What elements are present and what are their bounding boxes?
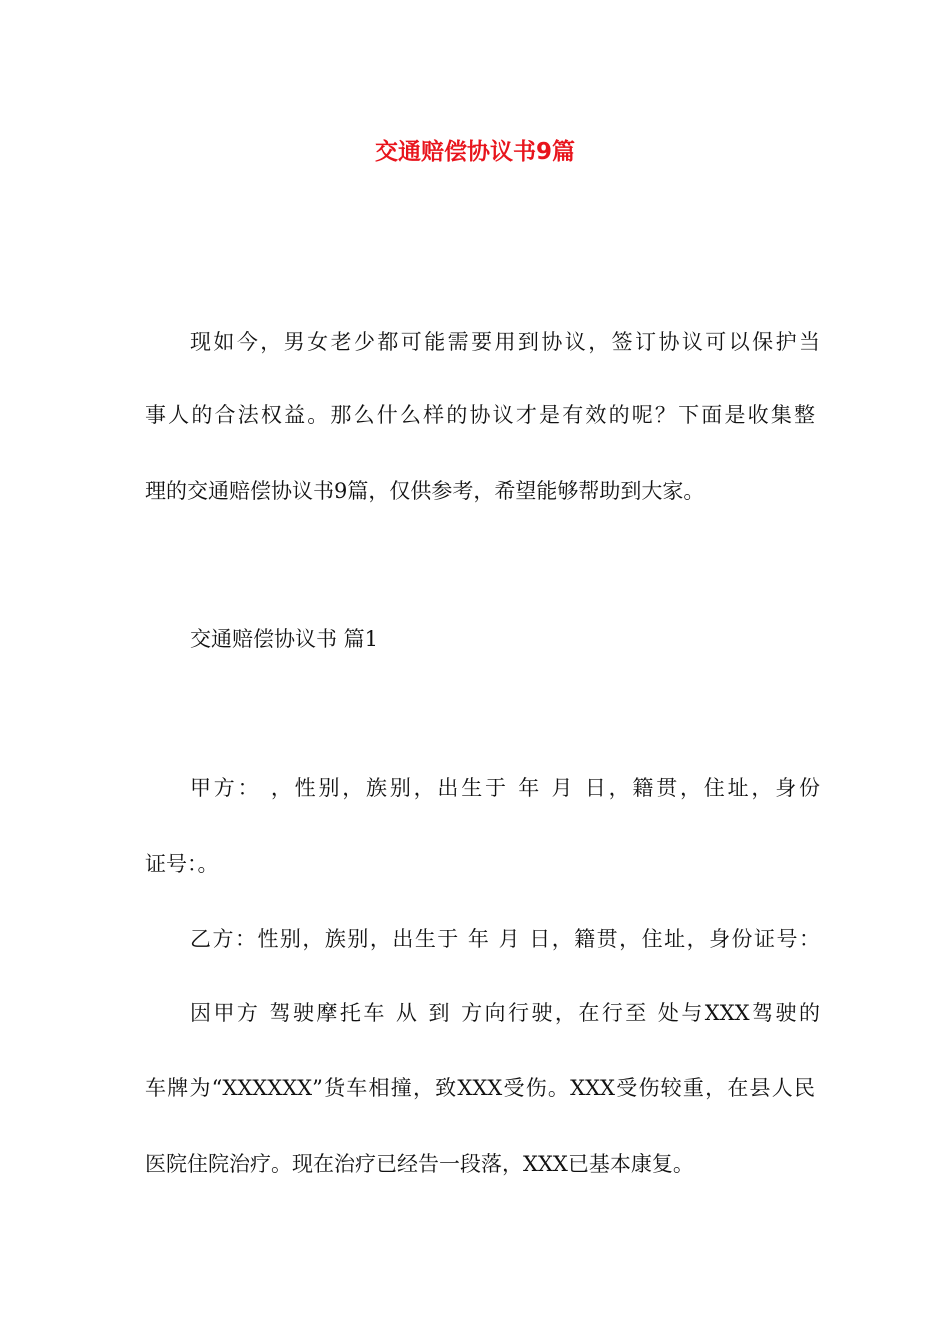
- incident-line-1: 因甲方 驾驶摩托车 从 到 方向行驶，在行至 处与XXX驾驶的: [190, 1001, 820, 1025]
- section-heading: 交通赔偿协议书 篇1: [190, 627, 379, 651]
- party-b-line: 乙方：性别，族别，出生于 年 月 日，籍贯，住址，身份证号：: [190, 927, 820, 951]
- document-title: 交通赔偿协议书9篇: [374, 139, 575, 165]
- incident-line-2: 车牌为“XXXXXX”货车相撞，致XXX受伤。XXX受伤较重，在县人民: [145, 1076, 815, 1100]
- intro-line-1: 现如今，男女老少都可能需要用到协议，签订协议可以保护当: [190, 330, 820, 354]
- party-a-line-2: 证号：。: [145, 852, 219, 876]
- party-a-line-1: 甲方： ，性别，族别，出生于 年 月 日，籍贯，住址，身份: [190, 776, 820, 800]
- incident-line-3: 医院住院治疗。现在治疗已经告一段落，XXX已基本康复。: [145, 1152, 694, 1176]
- intro-line-3: 理的交通赔偿协议书9篇，仅供参考，希望能够帮助到大家。: [145, 479, 705, 503]
- intro-line-2: 事人的合法权益。那么什么样的协议才是有效的呢？下面是收集整: [145, 403, 815, 427]
